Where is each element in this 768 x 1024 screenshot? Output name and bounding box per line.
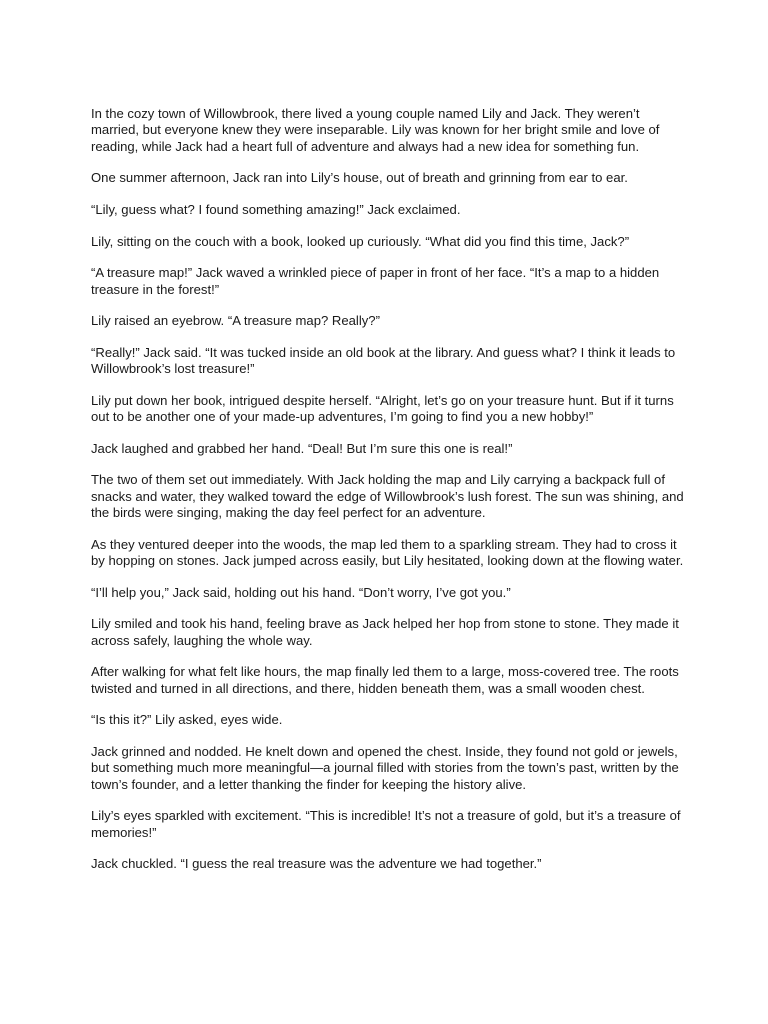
paragraph-14: After walking for what felt like hours, the map finally led them to a large, moss-covered tree. The roots twisted and turned in all directions, and there, hidden beneath them, was a small wooden chest. [91, 664, 679, 696]
paragraph-16: Jack grinned and nodded. He knelt down and opened the chest. Inside, they found not gold or jewels, but something much more meaningful—a journal filled with stories from the town’s past, written by the town’s founder, and a letter thanking the finder for keeping the history alive. [91, 743, 679, 792]
paragraph-8: Lily put down her book, intrigued despite herself. “Alright, let’s go on your treasure hunt. But if it turns out to be another one of your made-up adventures, I’m going to find you a new hobby!” [91, 392, 674, 425]
story-body [91, 106, 686, 888]
paragraph-7: “Really!” Jack said. “It was tucked inside an old book at the library. And guess what? I think it leads to Willowbrook’s lost treasure!” [91, 344, 676, 377]
paragraph-17: Lily’s eyes sparkled with excitement. “This is incredible! It’s not a treasure of gold, but it’s a treasure of memories!” [91, 808, 681, 840]
paragraph-18: Jack chuckled. “I guess the real treasure was the adventure we had together.” [91, 856, 542, 872]
paragraph-10: The two of them set out immediately. With Jack holding the map and Lily carrying a backpack full of snacks and water, they walked toward the edge of Willowbrook’s lush forest. The sun was shining, and the birds were singing, making the day feel perfect for an adventure. [91, 472, 684, 521]
paragraph-4: Lily, sitting on the couch with a book, looked up curiously. “What did you find this time, Jack?” [91, 233, 630, 249]
paragraph-12: “I’ll help you,” Jack said, holding out his hand. “Don’t worry, I’ve got you.” [91, 584, 511, 600]
paragraph-1: In the cozy town of Willowbrook, there lived a young couple named Lily and Jack. They weren’t married, but everyone knew they were inseparable. Lily was known for her bright smile and love of reading, while Jack had a heart full of adventure and always had a new idea for something fun. [91, 106, 660, 154]
paragraph-11: As they ventured deeper into the woods, the map led them to a sparkling stream. They had to cross it by hopping on stones. Jack jumped across easily, but Lily hesitated, looking down at the flowing water. [91, 536, 684, 569]
paragraph-13: Lily smiled and took his hand, feeling brave as Jack helped her hop from stone to stone. They made it across safely, laughing the whole way. [91, 616, 679, 648]
paragraph-9: Jack laughed and grabbed her hand. “Deal! But I’m sure this one is real!” [91, 440, 513, 456]
paragraph-2: One summer afternoon, Jack ran into Lily’s house, out of breath and grinning from ear to ear. [91, 170, 628, 186]
paragraph-3: “Lily, guess what? I found something amazing!” Jack exclaimed. [91, 202, 461, 217]
paragraph-6: Lily raised an eyebrow. “A treasure map? Really?” [91, 313, 380, 329]
paragraph-5: “A treasure map!” Jack waved a wrinkled piece of paper in front of her face. “It’s a map to a hidden treasure in the forest!” [91, 265, 660, 297]
paragraph-15: “Is this it?” Lily asked, eyes wide. [91, 712, 283, 728]
